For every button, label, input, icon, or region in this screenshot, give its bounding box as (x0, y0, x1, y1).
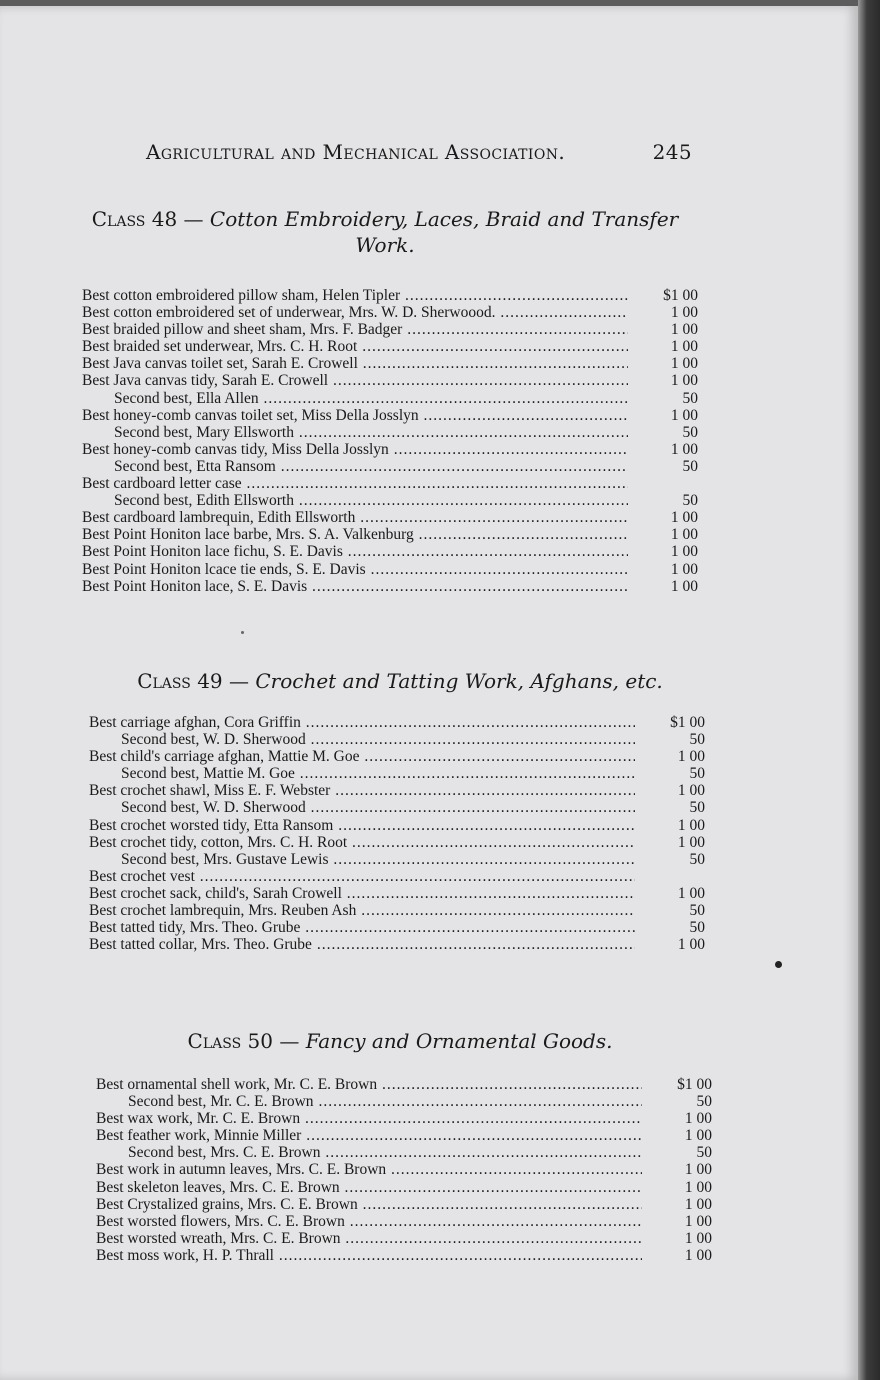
entry-amount: 50 (696, 1144, 712, 1162)
entry-label: Best crochet tidy, cotton, Mrs. C. H. Root (89, 833, 348, 851)
entry-text (96, 1110, 642, 1128)
entry-row (96, 1127, 736, 1144)
entry-label: Best Crystalized grains, Mrs. C. E. Brown (96, 1195, 358, 1213)
entry-label: Best cotton embroidered set of underwear, Mrs. W. D. Sherwoood. (82, 304, 496, 322)
entry-label: Second best, Mrs. Gustave Lewis (121, 850, 329, 868)
entry-amount: 1 00 (684, 1161, 712, 1179)
entry-label: Best tatted tidy, Mrs. Theo. Grube (89, 919, 301, 937)
class-label: Class 48 (91, 207, 178, 231)
entry-text (82, 441, 628, 459)
section-heading-class-50: Class 50 — Fancy and Ornamental Goods. (187, 1029, 613, 1053)
entry-text (82, 561, 628, 579)
entry-amount: 1 00 (670, 543, 698, 561)
entry-list-class-49 (89, 714, 729, 953)
entry-row (96, 1196, 736, 1213)
entry-row (89, 851, 729, 868)
entry-text (114, 390, 628, 408)
entry-text (82, 338, 628, 356)
entry-text (89, 919, 635, 937)
entry-row (96, 1179, 736, 1196)
entry-row (82, 561, 722, 578)
entry-text (114, 492, 628, 510)
entry-label: Second best, Ella Allen (114, 389, 259, 407)
entry-amount: $1 00 (663, 287, 698, 304)
entry-row (82, 304, 722, 321)
entry-label: Second best, Mary Ellsworth (114, 423, 294, 441)
entry-row (82, 492, 722, 509)
entry-amount: $1 00 (677, 1076, 712, 1093)
entry-row (89, 834, 729, 851)
entry-amount: 1 00 (670, 321, 698, 339)
entry-amount: 1 00 (670, 304, 698, 322)
entry-row (82, 355, 722, 372)
entry-text (89, 817, 635, 835)
entry-label: Best Java canvas toilet set, Sarah E. Crowell (82, 355, 358, 373)
entry-label: Second best, Mrs. C. E. Brown (128, 1144, 321, 1162)
entry-row (96, 1076, 736, 1093)
entry-text (89, 714, 635, 732)
entry-text (96, 1213, 642, 1231)
entry-text (89, 936, 635, 954)
entry-label: Best moss work, H. P. Thrall (96, 1246, 274, 1264)
entry-amount: 1 00 (670, 577, 698, 595)
entry-text (82, 355, 628, 373)
entry-amount: 50 (682, 457, 698, 475)
entry-row (82, 458, 722, 475)
section-heading-class-48: Class 48 — Cotton Embroidery, Laces, Braid and Transfer Work. (91, 207, 679, 257)
entry-label: Best crochet shawl, Miss E. F. Webster (89, 782, 331, 800)
entry-row (89, 748, 729, 765)
entry-amount: 1 00 (670, 526, 698, 544)
section-heading-class-49: Class 49 — Crochet and Tatting Work, Afghans, etc. (137, 669, 663, 693)
entry-row (96, 1093, 736, 1110)
entry-text (96, 1127, 642, 1145)
page-edge (858, 0, 880, 1380)
entry-amount: 1 00 (677, 833, 705, 851)
entry-amount: 1 00 (670, 440, 698, 458)
entry-row (82, 509, 722, 526)
entry-row (89, 868, 729, 885)
entry-row (96, 1247, 736, 1264)
entry-amount: 50 (689, 731, 705, 749)
entry-amount: 1 00 (677, 748, 705, 766)
entry-amount: 1 00 (684, 1178, 712, 1196)
entry-label: Best cardboard letter case (82, 475, 242, 493)
entry-amount: 1 00 (677, 782, 705, 800)
entry-row (82, 407, 722, 424)
entry-label: Second best, W. D. Sherwood (121, 731, 306, 749)
entry-text (89, 782, 635, 800)
entry-list-class-48 (82, 287, 722, 595)
class-subtitle: Fancy and Ornamental Goods. (305, 1029, 613, 1053)
entry-text (82, 578, 628, 596)
entry-row (96, 1161, 736, 1178)
entry-label: Best honey-comb canvas tidy, Miss Della Josslyn (82, 440, 389, 458)
entry-text (96, 1161, 642, 1179)
entry-row (82, 372, 722, 389)
entry-amount: 50 (682, 423, 698, 441)
entry-text (89, 885, 635, 903)
entry-text (96, 1179, 642, 1197)
entry-text (128, 1144, 642, 1162)
entry-amount: 1 00 (677, 936, 705, 954)
ink-speck (241, 631, 244, 634)
entry-row (89, 902, 729, 919)
entry-text (96, 1247, 642, 1265)
entry-row (89, 885, 729, 902)
entry-label: Best crochet worsted tidy, Etta Ransom (89, 816, 334, 834)
entry-row (89, 936, 729, 953)
entry-row (82, 424, 722, 441)
entry-list-class-50 (96, 1076, 736, 1264)
entry-label: Best Point Honiton lace, S. E. Davis (82, 577, 308, 595)
entry-text (96, 1196, 642, 1214)
entry-amount: 1 00 (677, 884, 705, 902)
entry-label: Best honey-comb canvas toilet set, Miss Della Josslyn (82, 406, 419, 424)
entry-row (96, 1110, 736, 1127)
entry-amount: 1 00 (670, 338, 698, 356)
entry-row (89, 817, 729, 834)
entry-text (128, 1093, 642, 1111)
entry-row (89, 782, 729, 799)
entry-amount: 1 00 (684, 1212, 712, 1230)
entry-text (82, 304, 628, 322)
class-subtitle: Crochet and Tatting Work, Afghans, etc. (255, 669, 663, 693)
class-label: Class 50 (187, 1029, 273, 1053)
entry-row (82, 578, 722, 595)
entry-amount: 50 (682, 492, 698, 510)
entry-label: Best crochet lambrequin, Mrs. Reuben Ash (89, 902, 357, 920)
entry-amount: 50 (689, 765, 705, 783)
entry-row (96, 1230, 736, 1247)
entry-label: Second best, Mattie M. Goe (121, 765, 295, 783)
entry-label: Best tatted collar, Mrs. Theo. Grube (89, 936, 312, 954)
entry-amount: 1 00 (670, 509, 698, 527)
entry-amount: $1 00 (670, 714, 705, 731)
entry-amount: 1 00 (684, 1229, 712, 1247)
entry-amount: 50 (689, 919, 705, 937)
entry-amount: 1 00 (684, 1110, 712, 1128)
entry-text (96, 1230, 642, 1248)
entry-row (82, 526, 722, 543)
entry-text (89, 902, 635, 920)
entry-label: Best work in autumn leaves, Mrs. C. E. Brown (96, 1161, 387, 1179)
entry-amount: 1 00 (670, 355, 698, 373)
class-label: Class 49 (137, 669, 223, 693)
entry-label: Best cotton embroidered pillow sham, Helen Tipler (82, 287, 401, 304)
entry-label: Second best, Mr. C. E. Brown (128, 1093, 314, 1111)
entry-text (114, 458, 628, 476)
entry-text (114, 424, 628, 442)
entry-row (82, 543, 722, 560)
entry-amount: 50 (689, 902, 705, 920)
entry-row (96, 1213, 736, 1230)
entry-text (121, 765, 635, 783)
entry-amount: 1 00 (677, 816, 705, 834)
entry-label: Best skeleton leaves, Mrs. C. E. Brown (96, 1178, 340, 1196)
entry-label: Best crochet sack, child's, Sarah Crowell (89, 884, 342, 902)
entry-text (82, 543, 628, 561)
entry-label: Best Java canvas tidy, Sarah E. Crowell (82, 372, 329, 390)
entry-label: Best Point Honiton lace barbe, Mrs. S. A. Valkenburg (82, 526, 414, 544)
entry-text (121, 799, 635, 817)
entry-text (82, 407, 628, 425)
entry-label: Best feather work, Minnie Miller (96, 1127, 302, 1145)
entry-text (89, 748, 635, 766)
entry-amount: 1 00 (684, 1246, 712, 1264)
entry-amount: 1 00 (670, 560, 698, 578)
running-head-title: Agricultural and Mechanical Association. (146, 140, 566, 164)
entry-text (121, 851, 635, 869)
entry-text (82, 509, 628, 527)
entry-label: Best braided set underwear, Mrs. C. H. Root (82, 338, 358, 356)
entry-text (82, 475, 628, 493)
entry-label: Best worsted flowers, Mrs. C. E. Brown (96, 1212, 345, 1230)
entry-text (96, 1076, 642, 1094)
entry-row (82, 475, 722, 492)
entry-label: Best Point Honiton lace fichu, S. E. Davis (82, 543, 343, 561)
entry-amount: 50 (696, 1093, 712, 1111)
running-head (146, 140, 696, 164)
entry-amount: 50 (689, 850, 705, 868)
entry-amount: 50 (682, 389, 698, 407)
entry-amount: 1 00 (684, 1127, 712, 1145)
ink-dot (775, 961, 782, 968)
entry-amount: 50 (689, 799, 705, 817)
entry-row (89, 731, 729, 748)
entry-text (82, 321, 628, 339)
entry-row (89, 799, 729, 816)
entry-label: Best worsted wreath, Mrs. C. E. Brown (96, 1229, 341, 1247)
entry-label: Second best, Edith Ellsworth (114, 492, 294, 510)
entry-row (82, 441, 722, 458)
entry-row (89, 765, 729, 782)
entry-label: Second best, Etta Ransom (114, 457, 276, 475)
entry-label: Best braided pillow and sheet sham, Mrs. F. Badger (82, 321, 403, 339)
entry-label: Best child's carriage afghan, Mattie M. Goe (89, 748, 360, 766)
entry-amount: 1 00 (670, 372, 698, 390)
entry-row (82, 321, 722, 338)
entry-label: Best Point Honiton lcace tie ends, S. E. Davis (82, 560, 366, 578)
entry-label: Best ornamental shell work, Mr. C. E. Brown (96, 1076, 378, 1093)
entry-text (82, 287, 628, 305)
entry-label: Best cardboard lambrequin, Edith Ellsworth (82, 509, 356, 527)
entry-label: Best wax work, Mr. C. E. Brown (96, 1110, 301, 1128)
entry-text (121, 731, 635, 749)
entry-row (82, 338, 722, 355)
entry-text (82, 372, 628, 390)
entry-amount: 1 00 (670, 406, 698, 424)
entry-amount: 1 00 (684, 1195, 712, 1213)
entry-label: Best crochet vest (89, 867, 195, 885)
entry-label: Best carriage afghan, Cora Griffin (89, 714, 301, 731)
entry-row (89, 714, 729, 731)
class-subtitle: Cotton Embroidery, Laces, Braid and Transfer Work. (209, 207, 679, 257)
entry-text (89, 868, 635, 886)
page-number: 245 (652, 140, 692, 164)
entry-row (96, 1144, 736, 1161)
entry-label: Second best, W. D. Sherwood (121, 799, 306, 817)
entry-row (89, 919, 729, 936)
entry-row (82, 287, 722, 304)
entry-text (89, 834, 635, 852)
entry-text (82, 526, 628, 544)
entry-row (82, 390, 722, 407)
